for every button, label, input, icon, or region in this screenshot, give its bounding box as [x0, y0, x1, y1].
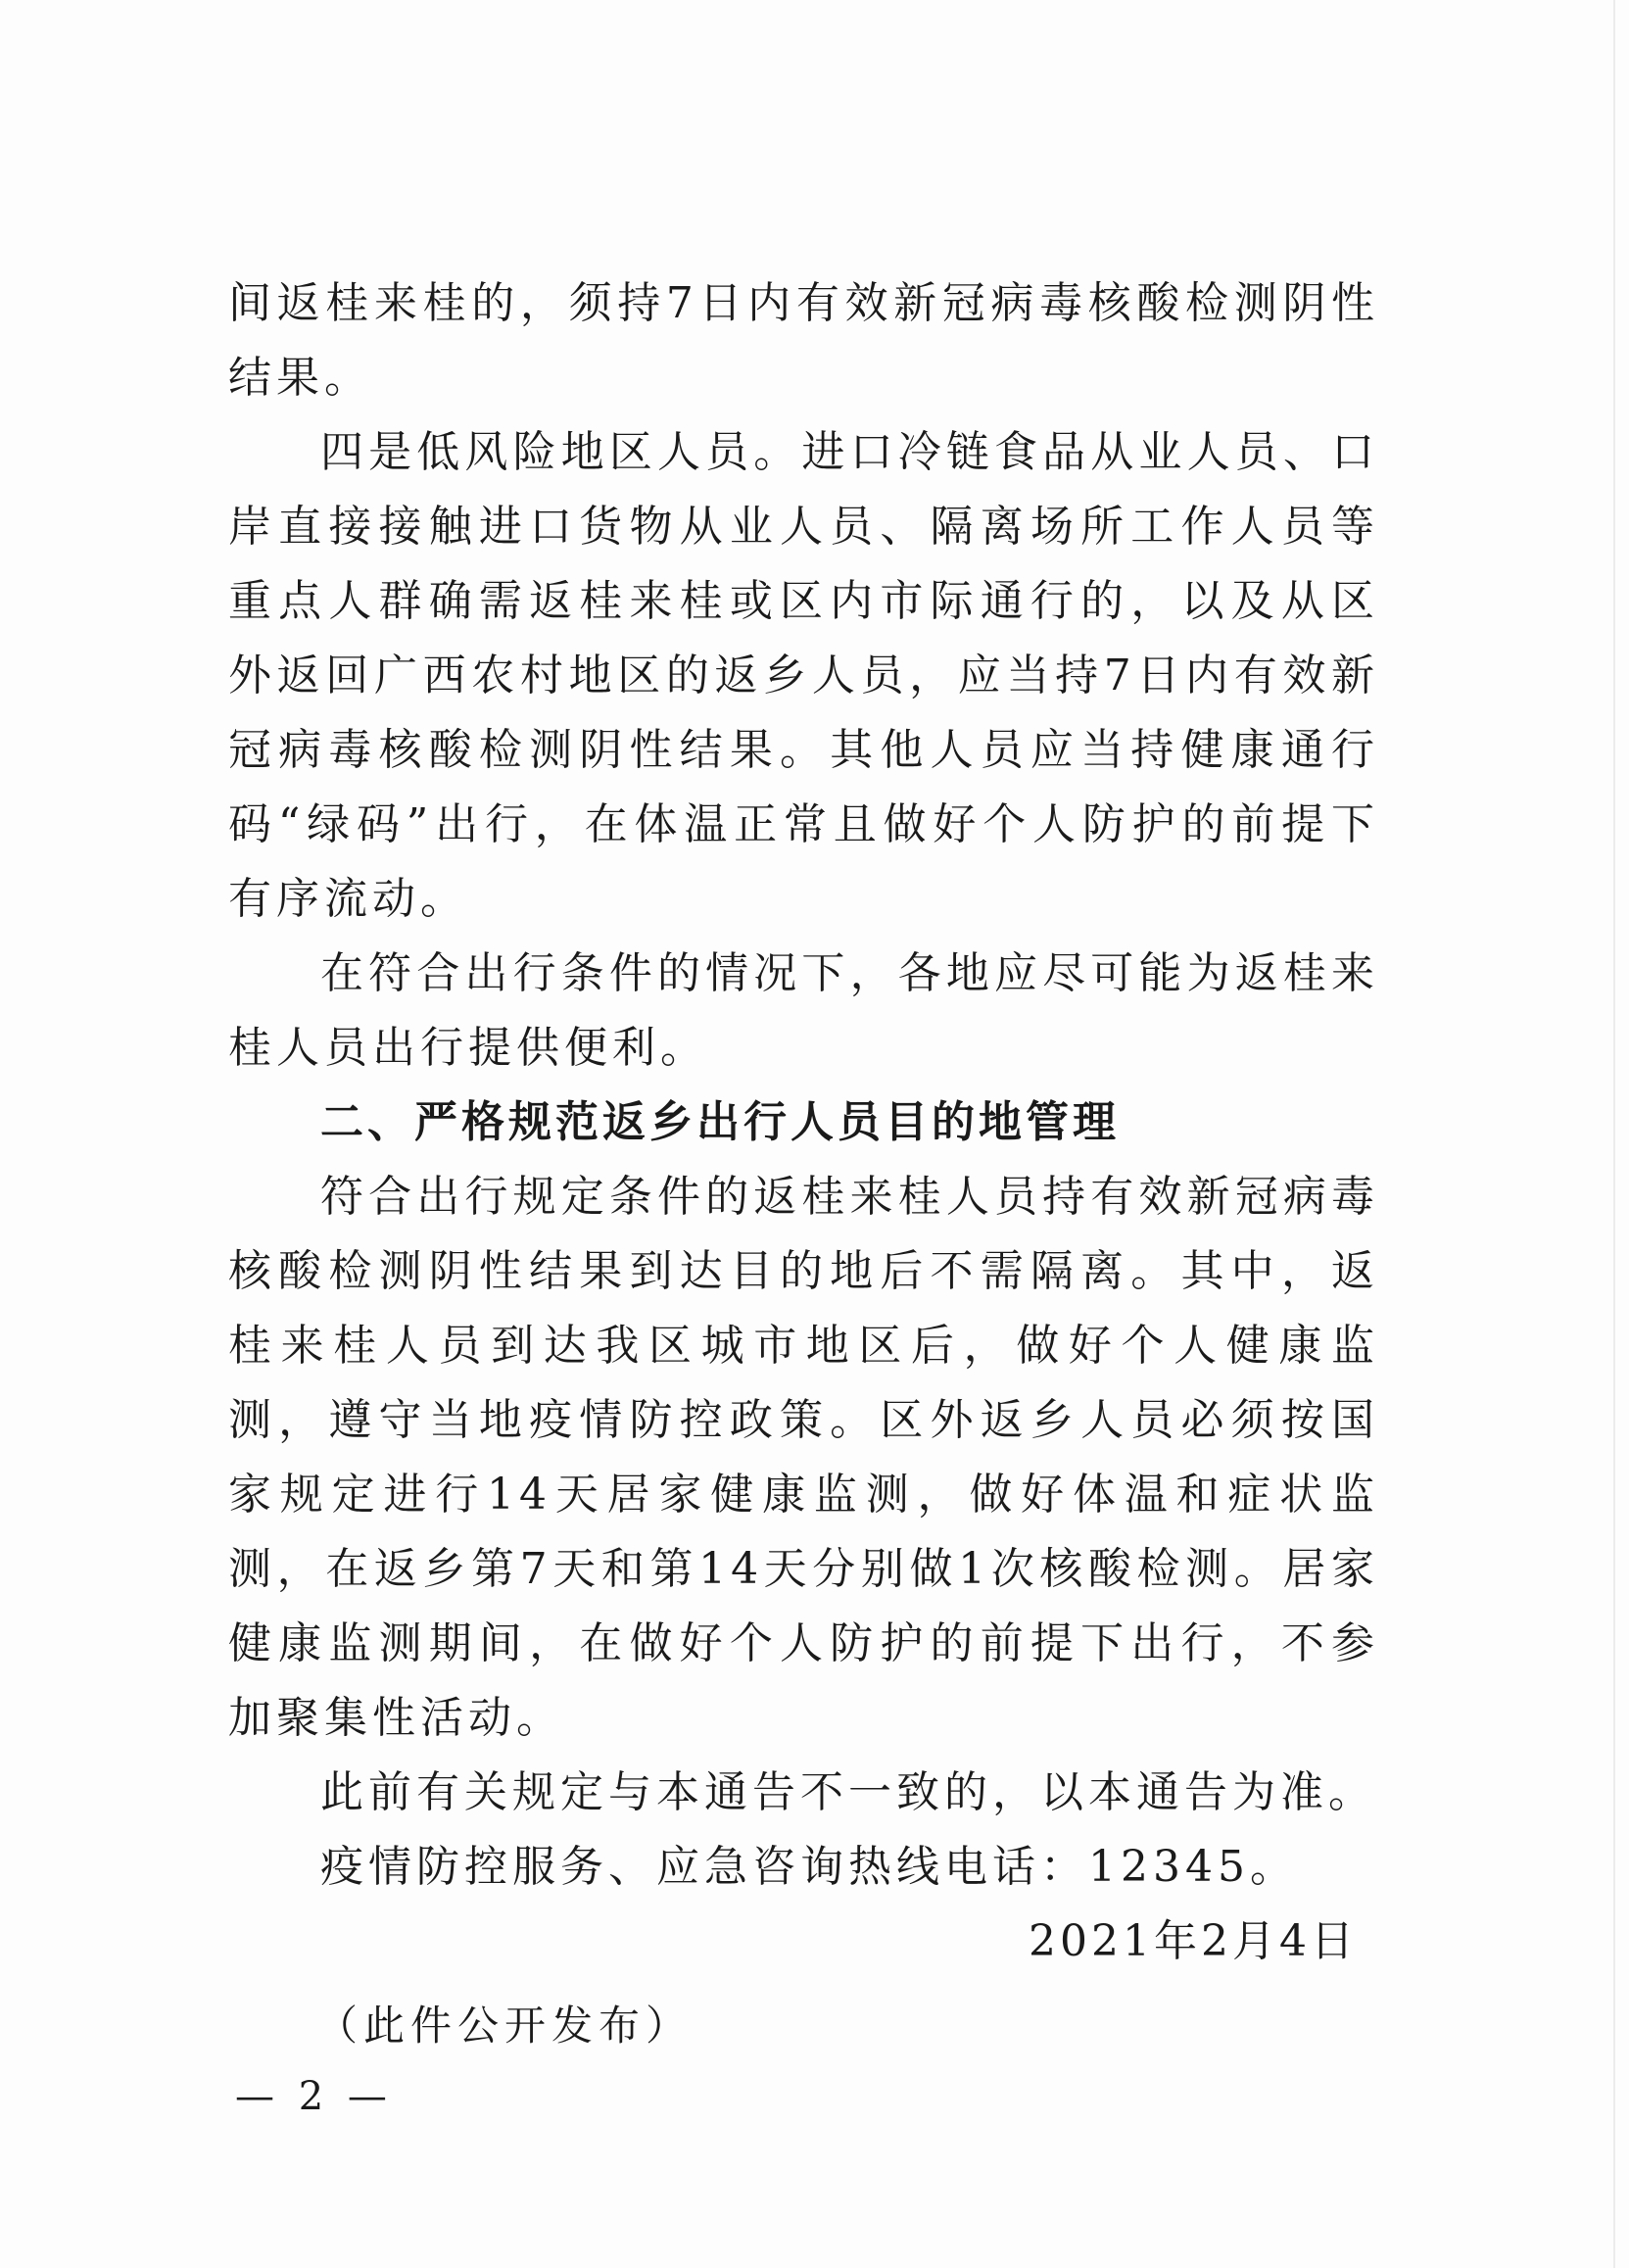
page-number: — 2 — [235, 2074, 393, 2119]
paragraph-travel-convenience: 在符合出行条件的情况下，各地应尽可能为返桂来桂人员出行提供便利。 [228, 948, 1379, 1073]
paragraph-destination-management: 符合出行规定条件的返桂来桂人员持有效新冠病毒核酸检测阴性结果到达目的地后不需隔离。其中，返桂来桂人员到达我区城市地区后，做好个人健康监测，遵守当地疫情防控政策。区外返乡人员必须按国家规定进行14天居家健康监测，做好体温和症状监测，在返乡第7天和第14天分别做1次核酸检测。居家健康监测期间，在做好个人防护的前提下出行，不参加聚集性活动。 [228, 1172, 1379, 1743]
scan-edge-line [1613, 0, 1615, 2268]
release-note: （此件公开发布） [316, 2002, 694, 2050]
paragraph-precedence: 此前有关规定与本通告不一致的，以本通告为准。 [320, 1767, 1376, 1817]
paragraph-low-risk: 四是低风险地区人员。进口冷链食品从业人员、口岸直接接触进口货物从业人员、隔离场所工作人员等重点人群确需返桂来桂或区内市际通行的，以及从区外返回广西农村地区的返乡人员，应当持7日内有效新冠病毒核酸检测阴性结果。其他人员应当持健康通行码“绿码”出行，在体温正常且做好个人防护的前提下有序流动。 [228, 427, 1379, 924]
paragraph-hotline: 疫情防控服务、应急咨询热线电话：12345。 [320, 1842, 1298, 1892]
paragraph-continuation: 间返桂来桂的，须持7日内有效新冠病毒核酸检测阴性结果。 [228, 278, 1379, 403]
document-date: 2021年2月4日 [1029, 1916, 1358, 1966]
document-body [228, 266, 1379, 1905]
section-heading-2: 二、严格规范返乡出行人员目的地管理 [320, 1097, 1120, 1147]
